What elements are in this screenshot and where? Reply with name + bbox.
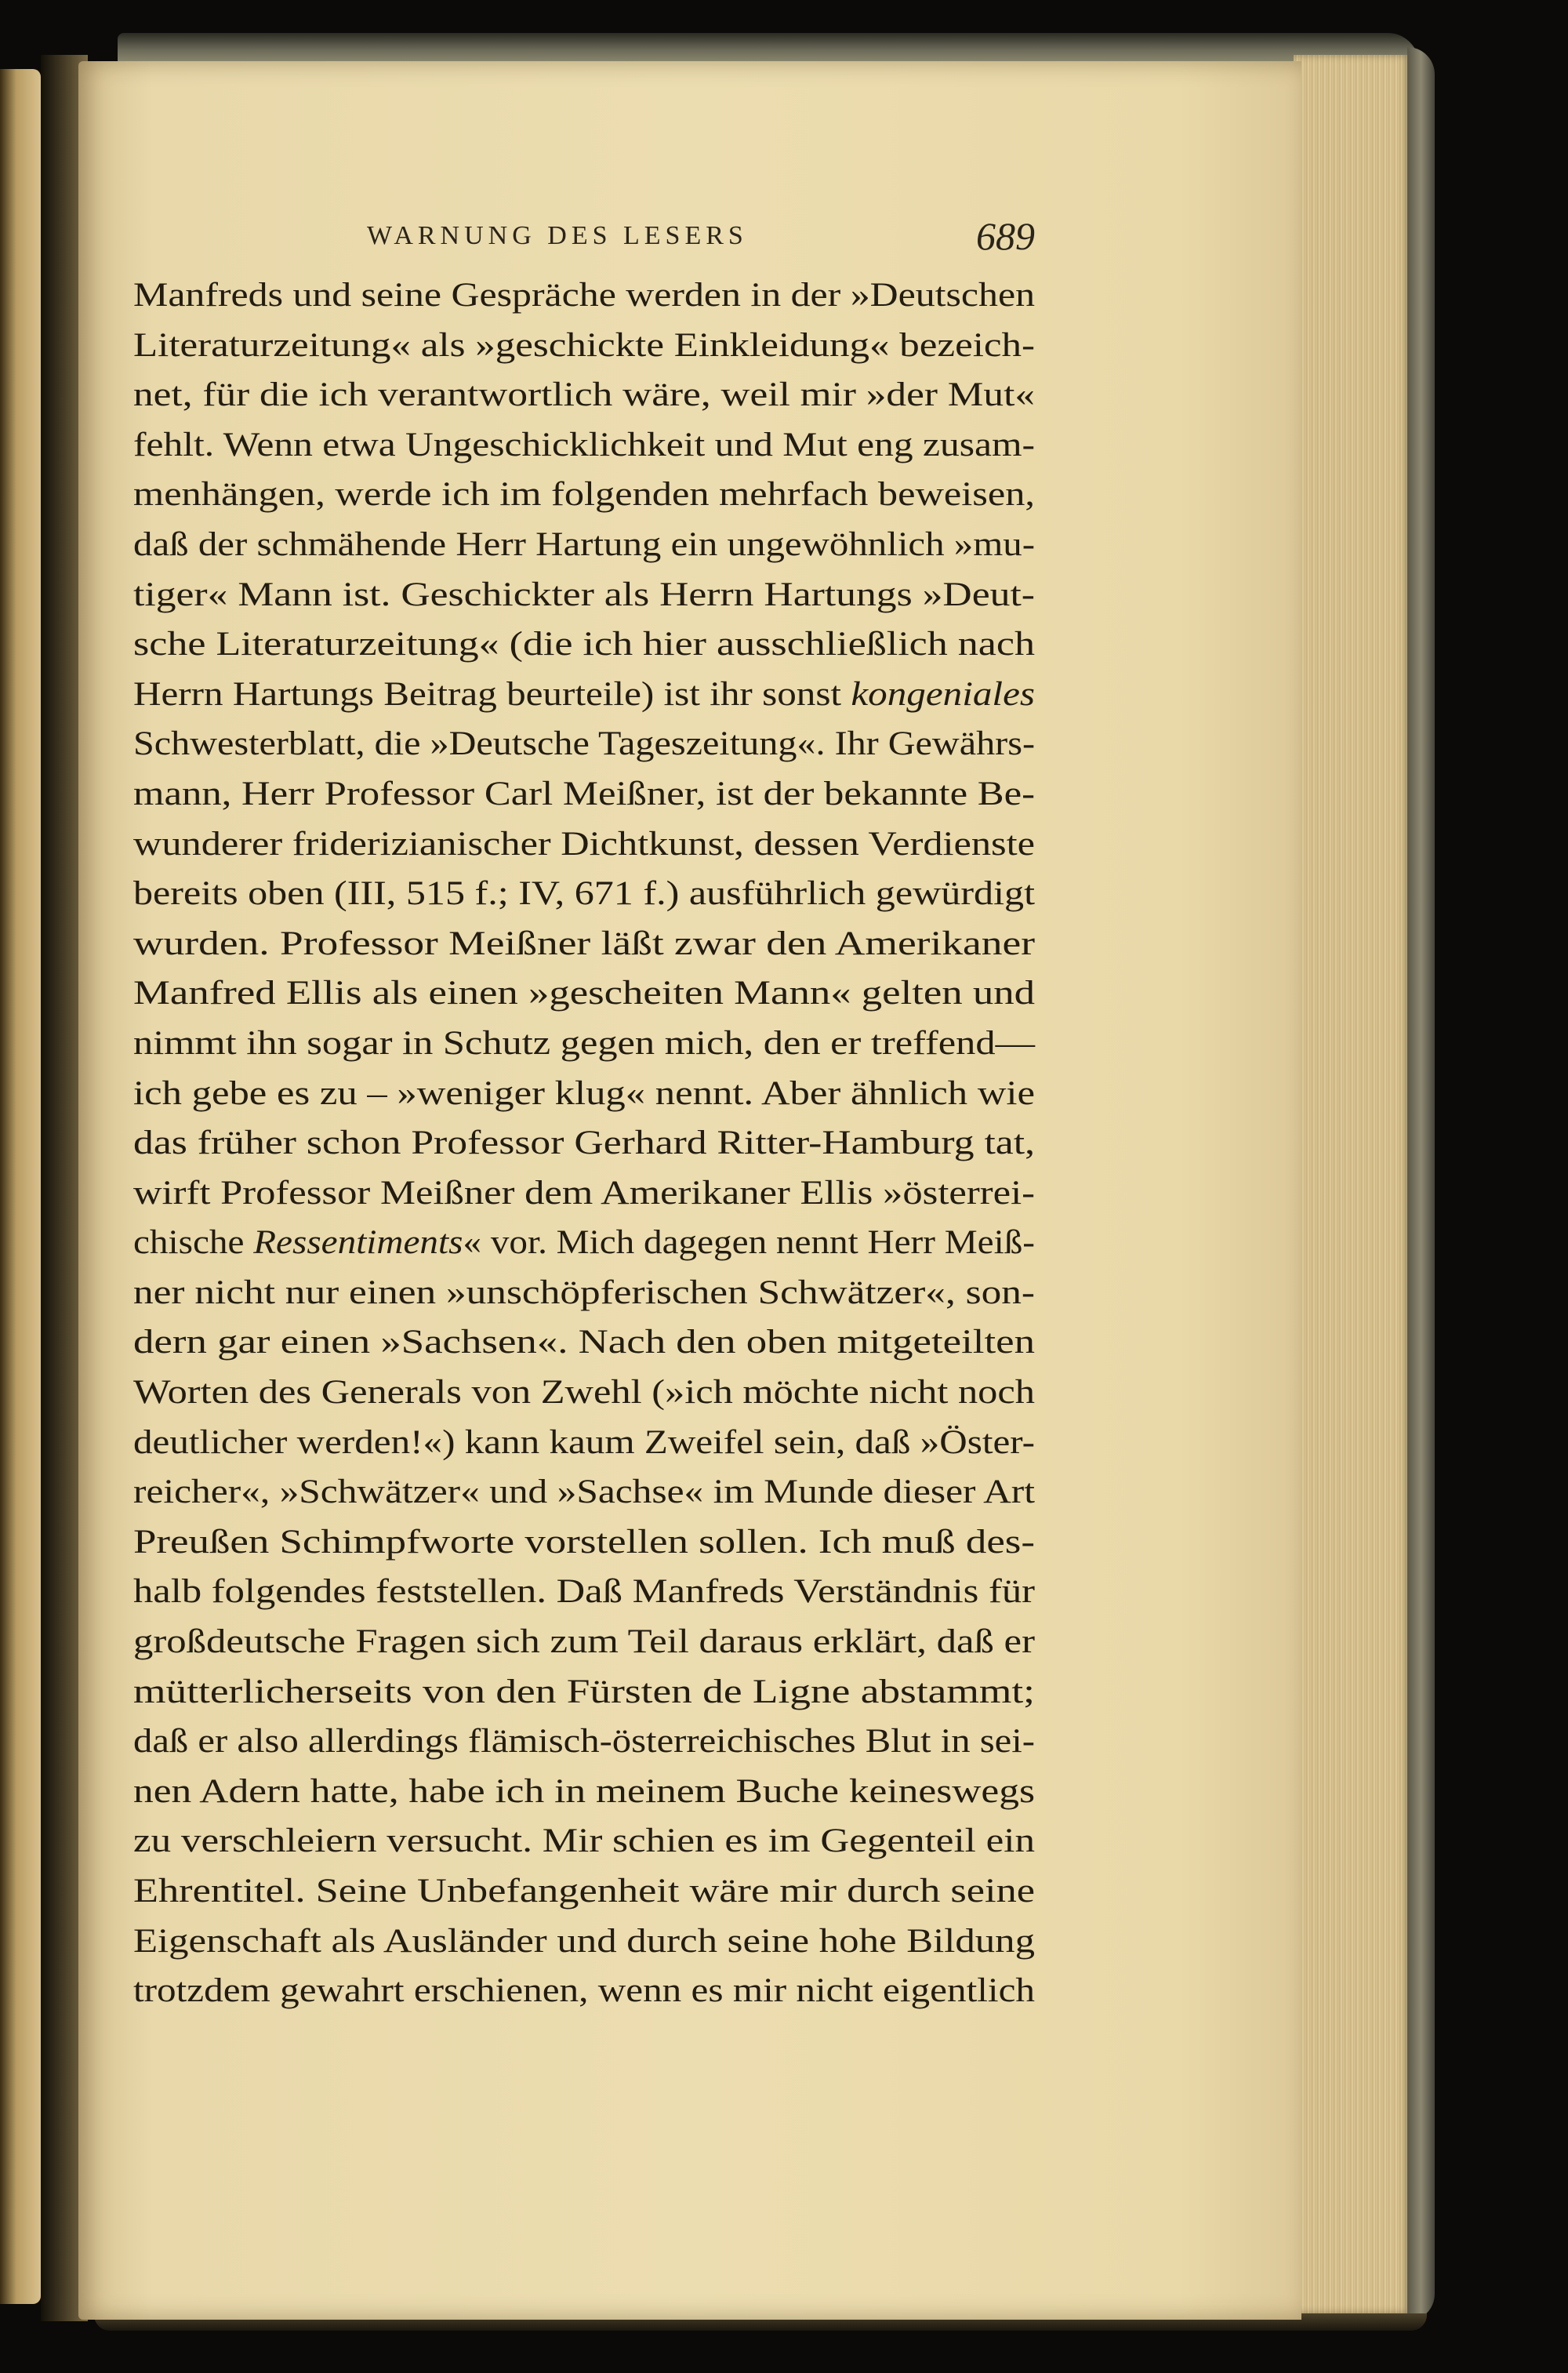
text-segment: sche Literaturzeitung« (die ich hier ausschließlich nach bbox=[133, 626, 1035, 663]
text-line bbox=[133, 1467, 1035, 1517]
text-segment: dern gar einen »Sachsen«. Nach den oben mitgeteilten bbox=[133, 1324, 1035, 1361]
text-segment: tiger« Mann ist. Geschickter als Herrn Hartungs »Deut- bbox=[133, 576, 1035, 613]
text-line bbox=[133, 1268, 1035, 1318]
text-segment: Herrn Hartungs Beitrag beurteile) ist ihr sonst bbox=[133, 675, 851, 713]
text-segment: mütterlicherseits von den Fürsten de Ligne abstammt; bbox=[133, 1673, 1035, 1710]
text-segment: net, für die ich verantwortlich wäre, weil mir »der Mut« bbox=[133, 376, 1035, 414]
text-segment: Ehrentitel. Seine Unbefangenheit wäre mir durch seine bbox=[133, 1873, 1035, 1910]
text-segment: Worten des Generals von Zwehl (»ich möchte nicht noch bbox=[133, 1374, 1035, 1412]
text-segment: wunderer friderizianischer Dichtkunst, dessen Verdienste bbox=[133, 825, 1035, 863]
text-segment: menhängen, werde ich im folgenden mehrfach beweisen, bbox=[133, 476, 1035, 514]
text-segment: großdeutsche Fragen sich zum Teil daraus erklärt, daß er bbox=[133, 1623, 1035, 1661]
text-segment: Eigenschaft als Ausländer und durch seine hohe Bildung bbox=[133, 1922, 1035, 1960]
text-line bbox=[133, 370, 1035, 420]
text-line bbox=[133, 1069, 1035, 1119]
text-line bbox=[133, 420, 1035, 471]
text-segment: trotzdem gewahrt erschienen, wenn es mir nicht eigentlich bbox=[133, 1972, 1035, 2010]
text-segment: nimmt ihn sogar in Schutz gegen mich, den er treffend— bbox=[133, 1024, 1035, 1062]
text-segment: Manfred Ellis als einen »gescheiten Mann« gelten und bbox=[133, 975, 1035, 1012]
text-line bbox=[133, 968, 1035, 1019]
text-line bbox=[133, 1218, 1035, 1268]
text-line bbox=[133, 520, 1035, 570]
text-line bbox=[133, 470, 1035, 520]
text-line bbox=[133, 869, 1035, 919]
text-line bbox=[133, 670, 1035, 720]
text-line bbox=[133, 570, 1035, 620]
text-line bbox=[133, 271, 1035, 321]
previous-page-edge bbox=[0, 69, 41, 2304]
text-line bbox=[133, 1418, 1035, 1468]
text-line bbox=[133, 1517, 1035, 1568]
text-line bbox=[133, 1667, 1035, 1717]
text-line bbox=[133, 1019, 1035, 1069]
text-segment: wurden. Professor Meißner läßt zwar den Amerikaner bbox=[133, 925, 1035, 962]
page-stack-edge bbox=[1294, 55, 1411, 2313]
text-line bbox=[133, 321, 1035, 371]
text-segment: Literaturzeitung« als »geschickte Einkleidung« bezeich- bbox=[133, 326, 1035, 364]
text-segment: deutlicher werden!«) kann kaum Zweifel sein, daß »Öster- bbox=[133, 1423, 1035, 1461]
text-line bbox=[133, 1368, 1035, 1418]
text-line bbox=[133, 620, 1035, 670]
text-segment: daß er also allerdings flämisch-österreichisches Blut in sei- bbox=[133, 1723, 1035, 1761]
text-segment: fehlt. Wenn etwa Ungeschicklichkeit und Mut eng zusam- bbox=[133, 426, 1035, 463]
text-segment: reicher«, »Schwätzer« und »Sachse« im Munde dieser Art bbox=[133, 1474, 1035, 1511]
running-head-title: WARNUNG DES LESERS bbox=[367, 221, 748, 250]
text-segment: halb folgendes feststellen. Daß Manfreds Verständnis für bbox=[133, 1573, 1035, 1611]
text-segment: das früher schon Professor Gerhard Ritter-Hamburg tat, bbox=[133, 1125, 1035, 1162]
text-line bbox=[133, 919, 1035, 969]
text-segment: Preußen Schimpfworte vorstellen sollen. Ich muß des- bbox=[133, 1523, 1035, 1561]
text-segment: zu verschleiern versucht. Mir schien es im Gegenteil ein bbox=[133, 1822, 1035, 1860]
text-segment: wirft Professor Meißner dem Amerikaner Ellis »österrei- bbox=[133, 1174, 1035, 1212]
text-line bbox=[133, 1816, 1035, 1866]
text-segment: « vor. Mich dagegen nennt Herr Meiß- bbox=[463, 1224, 1035, 1262]
running-head bbox=[133, 216, 1035, 263]
text-segment: nen Adern hatte, habe ich in meinem Buche keineswegs bbox=[133, 1772, 1035, 1810]
text-line bbox=[133, 1767, 1035, 1817]
book-cover-right-edge bbox=[1407, 47, 1435, 2321]
book-cover-top-edge bbox=[118, 33, 1419, 64]
text-line bbox=[133, 769, 1035, 819]
text-segment: mann, Herr Professor Carl Meißner, ist der bekannte Be- bbox=[133, 775, 1035, 812]
page-number: 689 bbox=[976, 214, 1035, 258]
text-line bbox=[133, 719, 1035, 769]
text-line bbox=[133, 1866, 1035, 1917]
text-line bbox=[133, 1118, 1035, 1168]
body-text bbox=[133, 271, 1035, 2016]
text-line bbox=[133, 1717, 1035, 1767]
text-segment: chische bbox=[133, 1224, 254, 1262]
text-segment: ich gebe es zu – »weniger klug« nennt. Aber ähnlich wie bbox=[133, 1074, 1035, 1112]
text-line bbox=[133, 1917, 1035, 1967]
text-line bbox=[133, 1168, 1035, 1219]
text-segment: Manfreds und seine Gespräche werden in der »Deutschen bbox=[133, 277, 1035, 314]
italic-text: Ressentiments bbox=[253, 1224, 463, 1262]
text-line bbox=[133, 819, 1035, 870]
text-line bbox=[133, 1567, 1035, 1617]
text-line bbox=[133, 1966, 1035, 2016]
italic-text: kongeniales bbox=[851, 675, 1035, 713]
text-line bbox=[133, 1617, 1035, 1667]
text-segment: Schwesterblatt, die »Deutsche Tageszeitung«. Ihr Gewährs- bbox=[133, 725, 1035, 763]
text-line bbox=[133, 1317, 1035, 1368]
text-segment: ner nicht nur einen »unschöpferischen Schwätzer«, son- bbox=[133, 1274, 1035, 1311]
text-segment: daß der schmähende Herr Hartung ein ungewöhnlich »mu- bbox=[133, 525, 1035, 563]
text-segment: bereits oben (III, 515 f.; IV, 671 f.) ausführlich gewürdigt bbox=[133, 875, 1035, 913]
